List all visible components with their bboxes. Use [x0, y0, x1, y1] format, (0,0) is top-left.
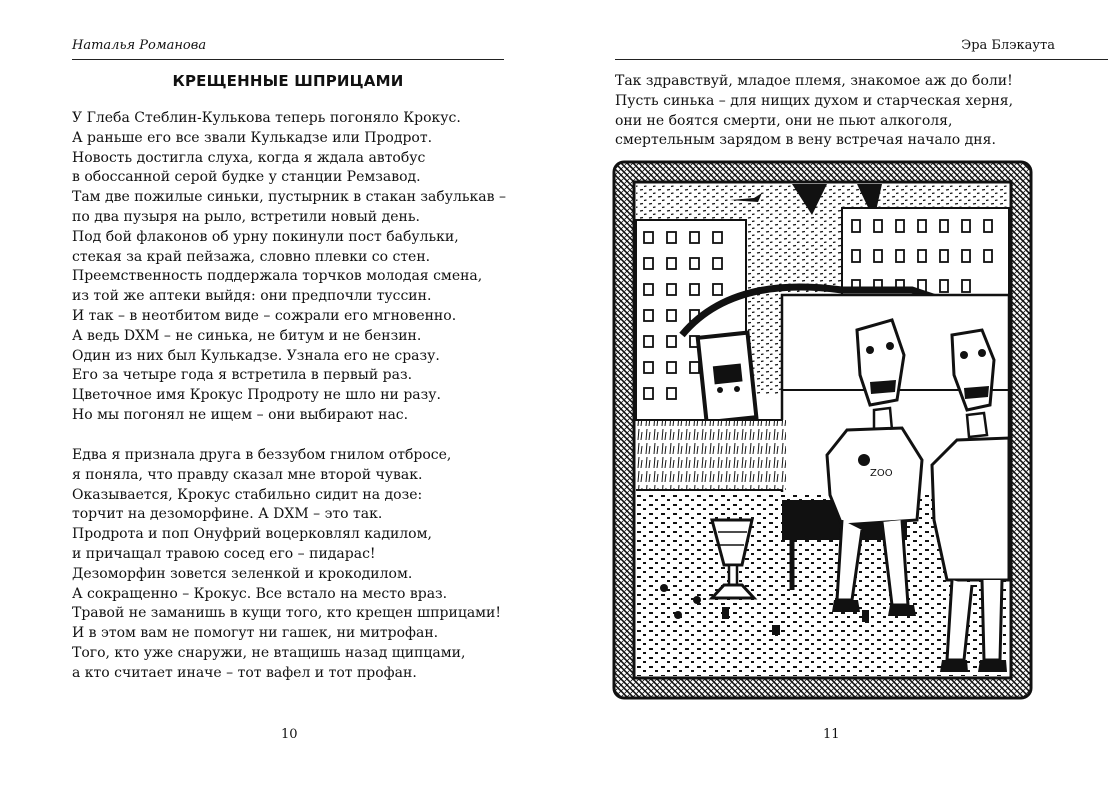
running-head-author: Наталья Романова — [72, 38, 207, 53]
stanza-1 — [72, 109, 506, 426]
poem-line: Так здравствуй, младое племя, знакомое аж до боли! — [615, 73, 1013, 89]
poem-line: торчит на дезоморфине. А DXM – это так. — [72, 506, 383, 523]
stanza-3 — [615, 72, 1013, 151]
poem-line: Пусть синька – для нищих духом и старческая херня, — [615, 92, 1014, 109]
poem-line: Травой не заманишь в кущи того, кто крещен шприцами! — [72, 605, 502, 622]
poem-line: я поняла, что правду сказал мне второй чувак. — [72, 466, 423, 483]
bus-stop-sign — [698, 333, 757, 430]
poem-line: они не боятся смерти, они не пьют алкоголя, — [615, 112, 953, 129]
page-number: 10 — [281, 727, 298, 742]
right-page — [560, 0, 1120, 800]
poem-line: смертельным зарядом в вену встречая начало дня. — [615, 132, 996, 149]
poem-line: Едва я признала друга в беззубом гнилом отбросе, — [72, 447, 452, 463]
poem-line: из той же аптеки выйдя: они предпочли туссин. — [72, 288, 432, 305]
poem-line: Там две пожилые синьки, пустырник в стакан забулькав – — [72, 189, 506, 206]
poem-line: Дезоморфин зовется зеленкой и крокодилом. — [72, 565, 413, 582]
poem-line: Цветочное имя Крокус Продроту не шло ни разу. — [72, 387, 441, 404]
poem-line: Но мы погонял не ищем – они выбирают нас. — [72, 406, 409, 423]
poem-line: И так – в неотбитом виде – сожрали его мгновенно. — [72, 307, 457, 324]
poem-line: Продрота и поп Онуфрий воцерковлял кадилом, — [72, 526, 432, 543]
header-rule — [72, 59, 504, 60]
poem-line: А раньше его все звали Кулькадзе или Продрот. — [72, 129, 433, 146]
page-number: 11 — [823, 727, 840, 742]
poem-title: КРЕЩЕННЫЕ ШПРИЦАМИ — [172, 72, 404, 90]
poem-line: в обоссанной серой будке у станции Ремзавод. — [72, 169, 421, 186]
stanza-2 — [72, 446, 501, 684]
bus-stop-illustration — [612, 160, 1033, 700]
poem-line: а кто считает иначе – тот вафел и тот профан. — [72, 664, 417, 681]
poem-line: Новость достигла слуха, когда я ждала автобус — [72, 149, 426, 166]
shirt-text: ZOO — [870, 468, 893, 479]
poem-line: Его за четыре года я встретила в первый раз. — [72, 367, 413, 384]
poem-line: У Глеба Стеблин-Кулькова теперь погоняло Крокус. — [72, 110, 461, 126]
running-head-book: Эра Блэкаута — [961, 38, 1055, 53]
poem-line: Оказывается, Крокус стабильно сидит на дозе: — [72, 486, 423, 503]
poem-line: Один из них был Кулькадзе. Узнала его не сразу. — [72, 347, 440, 364]
poem-line: стекая за край пейзажа, словно плевки со стен. — [72, 248, 431, 265]
poem-line: Того, кто уже снаружи, не втащишь назад щипцами, — [72, 644, 466, 661]
poem-line: А ведь DXM – не синька, не битум и не бензин. — [72, 327, 422, 344]
poem-line: и причащал травою сосед его – пидарас! — [72, 545, 376, 562]
poem-line: А сокращенно – Крокус. Все встало на место враз. — [72, 585, 448, 602]
poem-line: Под бой флаконов об урну покинули пост бабульки, — [72, 228, 459, 245]
poem-line: по два пузыря на рыло, встретили новый день. — [72, 208, 420, 225]
poem-line: И в этом вам не помогут ни гашек, ни митрофан. — [72, 625, 439, 642]
poem-line: Преемственность поддержала торчков молодая смена, — [72, 268, 483, 285]
header-rule — [615, 59, 1108, 60]
